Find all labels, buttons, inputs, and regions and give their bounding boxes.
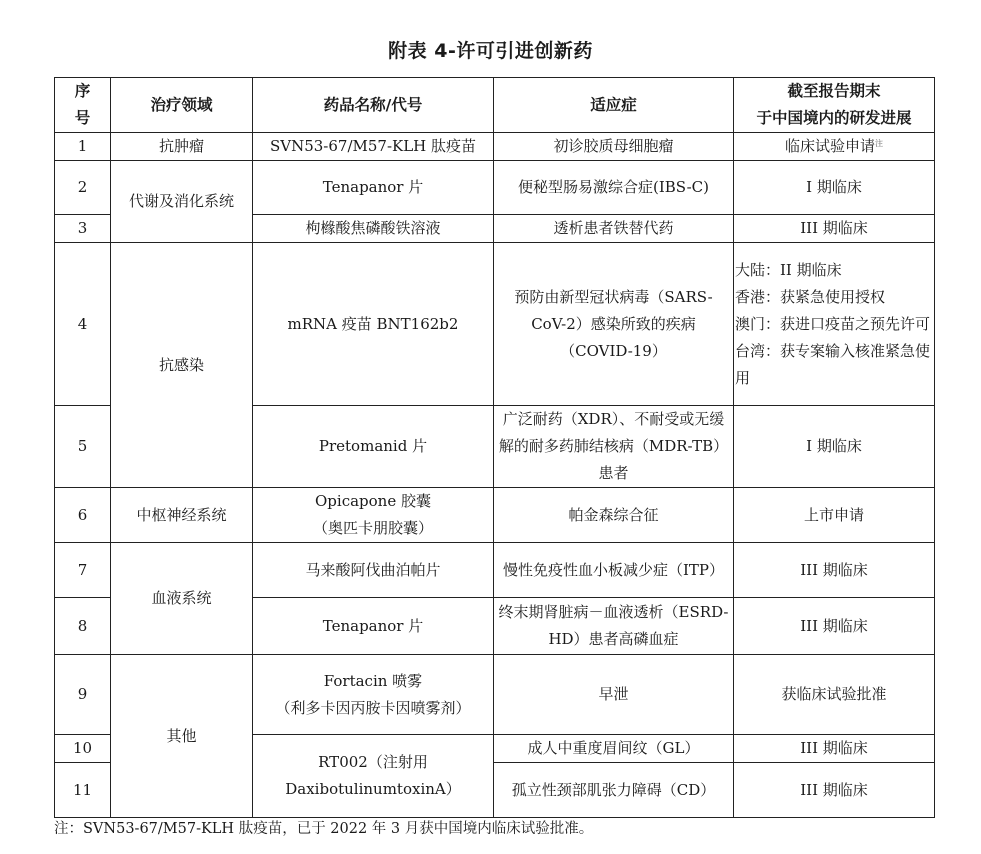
cell-no: 7: [55, 543, 111, 598]
cell-indication: 慢性免疫性血小板减少症（ITP）: [494, 543, 734, 598]
cell-indication: 便秘型肠易激综合症(IBS-C): [494, 161, 734, 215]
cell-area: 代谢及消化系统: [111, 161, 253, 243]
header-area: 治疗领域: [111, 78, 253, 133]
cell-drug: RT002（注射用 DaxibotulinumtoxinA）: [253, 735, 494, 818]
cell-area: 抗感染: [111, 243, 253, 488]
header-indication: 适应症: [494, 78, 734, 133]
cell-drug: mRNA 疫苗 BNT162b2: [253, 243, 494, 406]
cell-no: 3: [55, 215, 111, 243]
header-seq: 序 号: [55, 78, 111, 133]
cell-no: 11: [55, 763, 111, 818]
cell-progress: 大陆：II 期临床 香港：获紧急使用授权 澳门：获进口疫苗之预先许可 台湾：获专案输入核准紧急使用: [734, 243, 935, 406]
table-row: [55, 488, 935, 543]
cell-progress: 获临床试验批准: [734, 655, 935, 735]
cell-no: 1: [55, 133, 111, 161]
cell-progress: 上市申请: [734, 488, 935, 543]
cell-drug: Fortacin 喷雾 （利多卡因丙胺卡因喷雾剂）: [253, 655, 494, 735]
cell-area: 血液系统: [111, 543, 253, 655]
cell-drug: 枸橼酸焦磷酸铁溶液: [253, 215, 494, 243]
cell-no: 4: [55, 243, 111, 406]
cell-indication: 预防由新型冠状病毒（SARS-CoV-2）感染所致的疾病（COVID-19）: [494, 243, 734, 406]
cell-progress: III 期临床: [734, 543, 935, 598]
cell-indication: 广泛耐药（XDR）、不耐受或无缓解的耐多药肺结核病（MDR-TB）患者: [494, 406, 734, 488]
cell-progress: I 期临床: [734, 406, 935, 488]
licensed-drugs-table: [54, 77, 935, 818]
cell-indication: 孤立性颈部肌张力障碍（CD）: [494, 763, 734, 818]
cell-no: 9: [55, 655, 111, 735]
cell-indication: 透析患者铁替代药: [494, 215, 734, 243]
table-row: [55, 133, 935, 161]
cell-progress: III 期临床: [734, 215, 935, 243]
cell-indication: 早泄: [494, 655, 734, 735]
cell-drug: Tenapanor 片: [253, 598, 494, 655]
cell-indication: 帕金森综合征: [494, 488, 734, 543]
footnote: 注：SVN53-67/M57-KLH 肽疫苗，已于 2022 年 3 月获中国境内临床试验批准。: [54, 821, 594, 837]
cell-drug: 马来酸阿伐曲泊帕片: [253, 543, 494, 598]
cell-drug: Tenapanor 片: [253, 161, 494, 215]
cell-progress: III 期临床: [734, 735, 935, 763]
cell-area: 其他: [111, 655, 253, 818]
table-title: 附表 4-许可引进创新药: [388, 40, 593, 62]
cell-no: 8: [55, 598, 111, 655]
cell-area: 中枢神经系统: [111, 488, 253, 543]
cell-progress: 临床试验申请$^注$: [734, 133, 935, 161]
header-row: [55, 78, 935, 133]
table-row: [55, 543, 935, 598]
cell-no: 6: [55, 488, 111, 543]
cell-drug: Opicapone 胶囊 （奥匹卡朋胶囊）: [253, 488, 494, 543]
cell-progress: III 期临床: [734, 763, 935, 818]
table-row: [55, 161, 935, 215]
table-row: [55, 243, 935, 406]
header-progress: 截至报告期末 于中国境内的研发进展: [734, 78, 935, 133]
cell-drug: Pretomanid 片: [253, 406, 494, 488]
cell-progress: I 期临床: [734, 161, 935, 215]
cell-indication: 成人中重度眉间纹（GL）: [494, 735, 734, 763]
cell-indication: 初诊胶质母细胞瘤: [494, 133, 734, 161]
cell-no: 5: [55, 406, 111, 488]
cell-indication: 终末期肾脏病－血液透析（ESRD-HD）患者高磷血症: [494, 598, 734, 655]
cell-drug: SVN53-67/M57-KLH 肽疫苗: [253, 133, 494, 161]
cell-no: 10: [55, 735, 111, 763]
cell-area: 抗肿瘤: [111, 133, 253, 161]
header-drug: 药品名称/代号: [253, 78, 494, 133]
table-row: [55, 655, 935, 735]
cell-progress: III 期临床: [734, 598, 935, 655]
cell-no: 2: [55, 161, 111, 215]
footnote-marker: 注: [875, 139, 883, 148]
